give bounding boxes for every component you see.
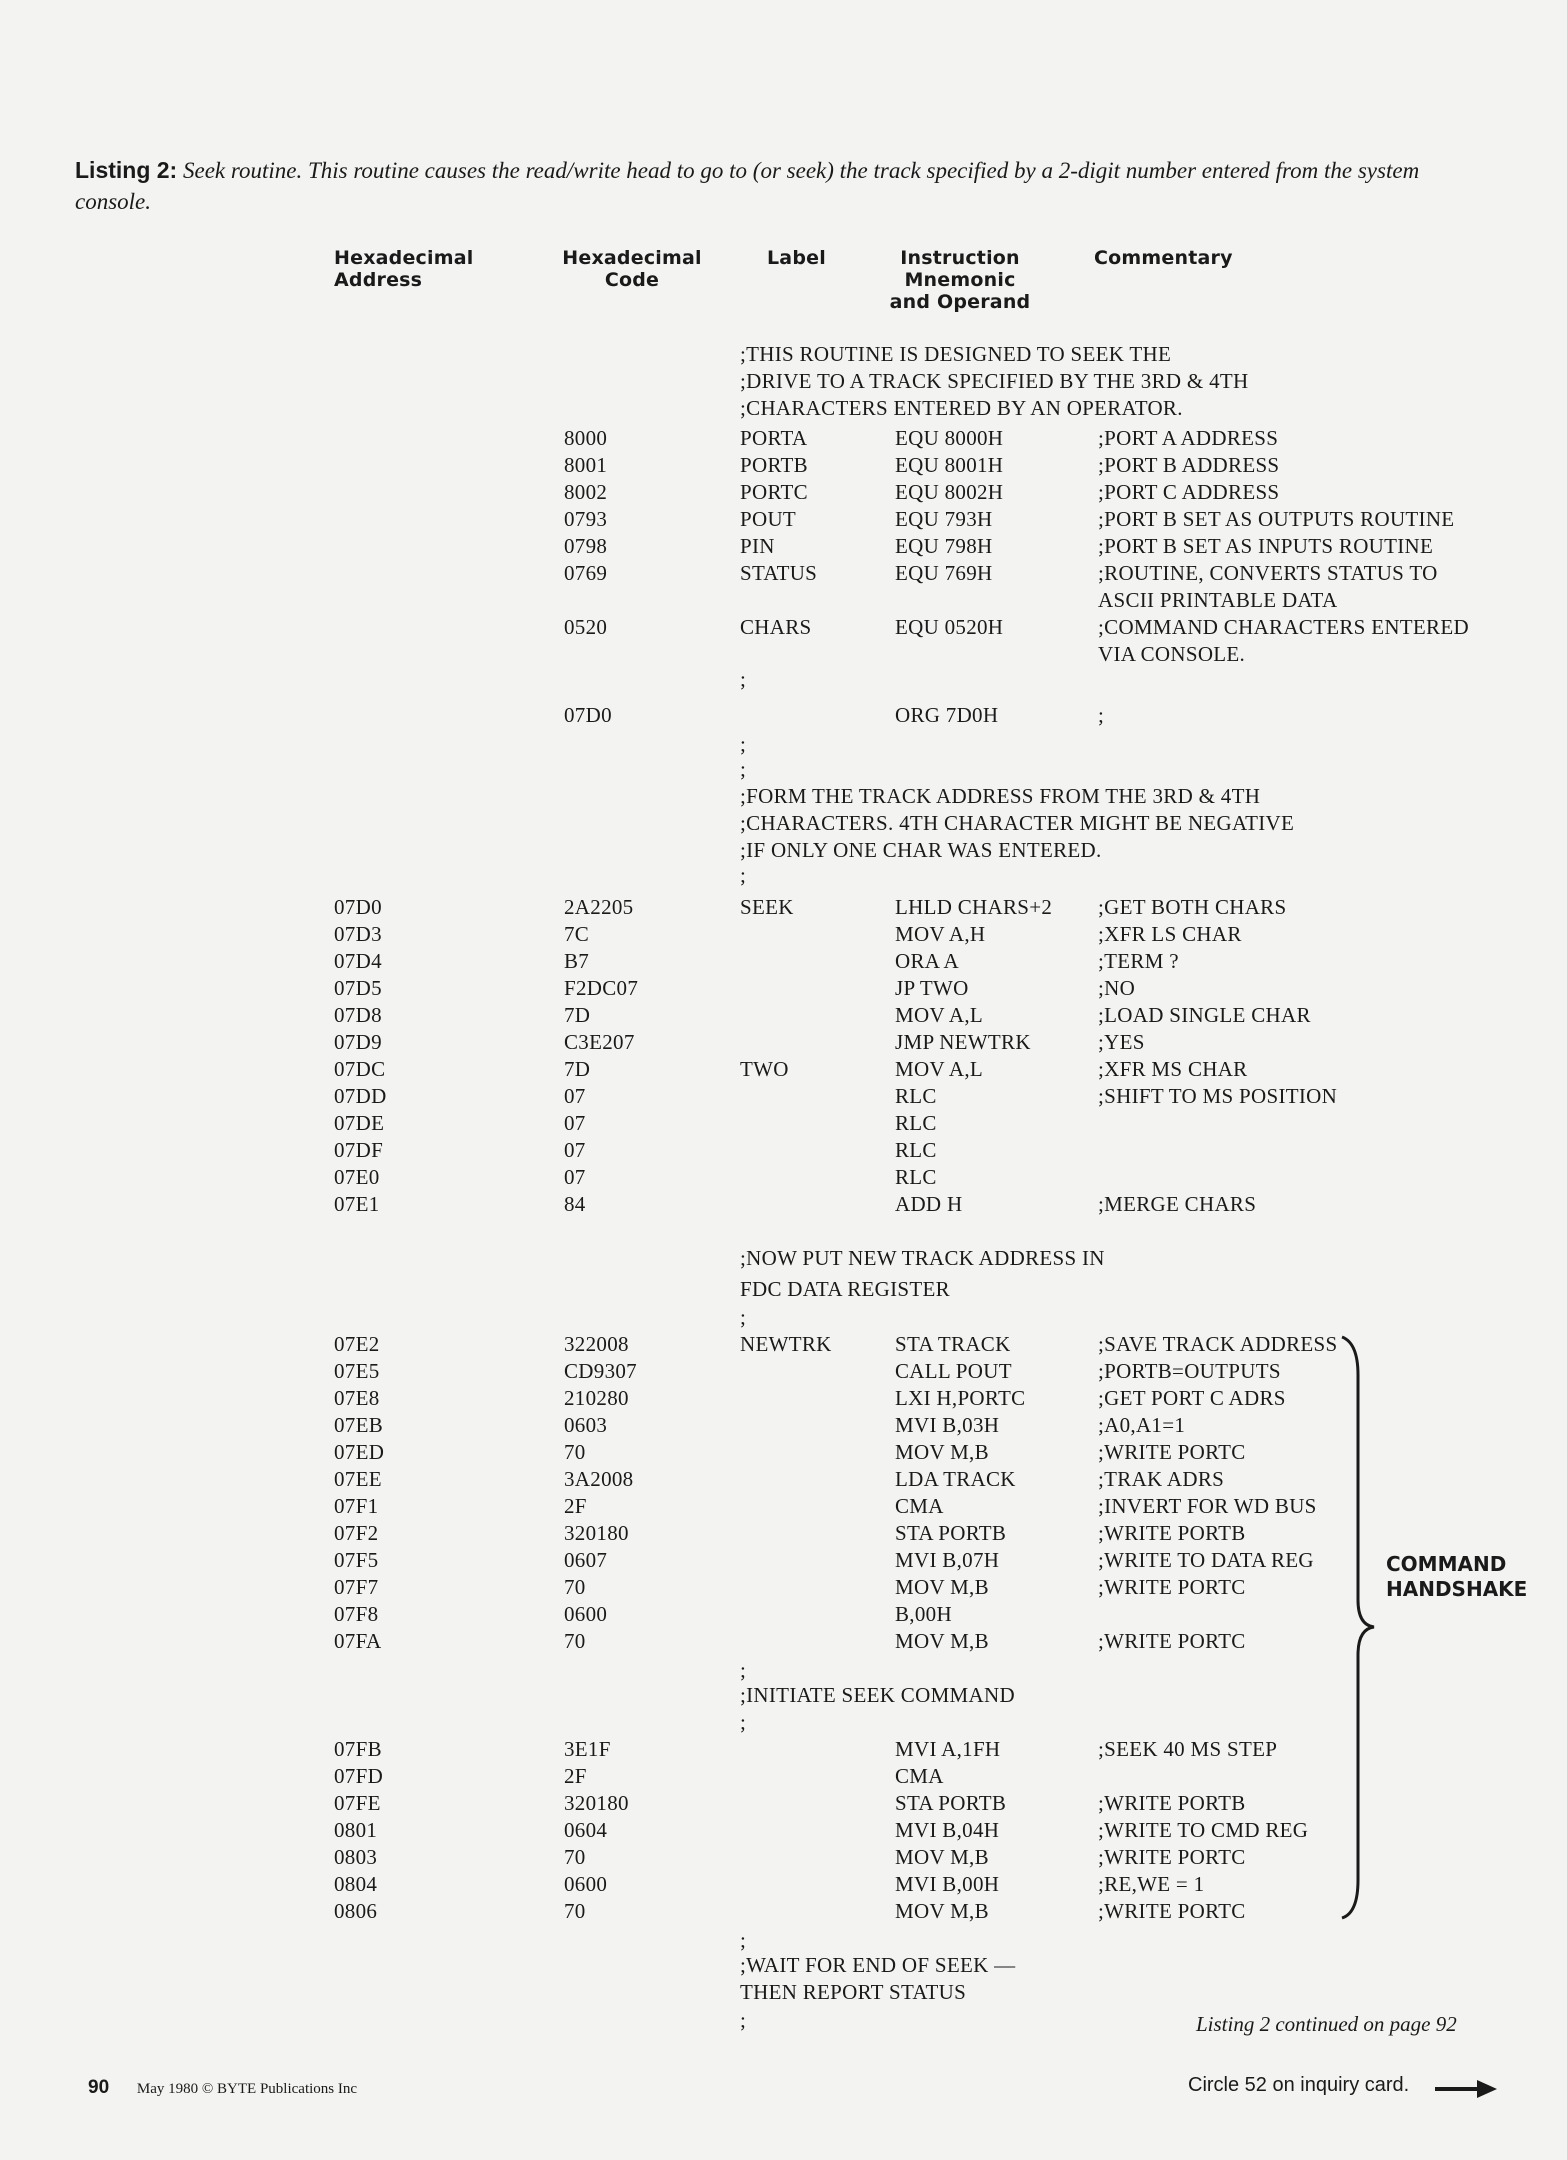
hex-address-cell: 07E5 (334, 1359, 380, 1383)
label-cell: ;DRIVE TO A TRACK SPECIFIED BY THE 3RD & 4TH (740, 369, 1249, 393)
instruction-cell: MOV M,B (895, 1899, 989, 1923)
hex-code-cell: 0793 (564, 507, 608, 531)
instruction-cell: MVI B,07H (895, 1548, 1000, 1572)
header-hex-address: Hexadecimal Address (334, 247, 474, 291)
instruction-cell: LDA TRACK (895, 1467, 1016, 1491)
hex-address-cell: 07FA (334, 1629, 382, 1653)
hex-code-cell: 7C (564, 922, 590, 946)
label-cell: SEEK (740, 895, 794, 919)
label-cell: PORTA (740, 426, 808, 450)
label-cell: PIN (740, 534, 775, 558)
label-cell: CHARS (740, 615, 812, 639)
hex-code-cell: 8002 (564, 480, 608, 504)
hex-code-cell: F2DC07 (564, 976, 639, 1000)
label-cell: ; (740, 1305, 747, 1329)
instruction-cell: MVI B,03H (895, 1413, 1000, 1437)
comment-cell: ;WRITE TO DATA REG (1098, 1548, 1314, 1572)
instruction-cell: MOV A,L (895, 1003, 984, 1027)
hex-address-cell: 07D0 (334, 895, 382, 919)
label-cell: ;IF ONLY ONE CHAR WAS ENTERED. (740, 838, 1102, 862)
hex-address-cell: 07DF (334, 1138, 384, 1162)
hex-address-cell: 07D9 (334, 1030, 382, 1054)
instruction-cell: CALL POUT (895, 1359, 1012, 1383)
hex-address-cell: 07E1 (334, 1192, 380, 1216)
hex-code-cell: 70 (564, 1629, 586, 1653)
label-cell: ; (740, 1928, 747, 1952)
hex-code-cell: 320180 (564, 1791, 629, 1815)
continued-note: Listing 2 continued on page 92 (1196, 2012, 1457, 2036)
comment-cell: ;TERM ? (1098, 949, 1179, 973)
hex-address-cell: 07D5 (334, 976, 382, 1000)
comment-cell: ; (1098, 703, 1105, 727)
label-cell: ; (740, 757, 747, 781)
label-cell: STATUS (740, 561, 818, 585)
hex-code-cell: 70 (564, 1899, 586, 1923)
hex-code-cell: 8000 (564, 426, 608, 450)
comment-cell: ;SEEK 40 MS STEP (1098, 1737, 1278, 1761)
instruction-cell: MOV M,B (895, 1440, 989, 1464)
comment-cell: ;SAVE TRACK ADDRESS (1098, 1332, 1338, 1356)
label-cell: TWO (740, 1057, 789, 1081)
comment-cell: ;WRITE PORTC (1098, 1629, 1246, 1653)
header-hex-code: Hexadecimal Code (562, 247, 702, 291)
label-cell: ; (740, 2008, 747, 2032)
hex-address-cell: 0801 (334, 1818, 378, 1842)
command-handshake-brace (1340, 1335, 1380, 1920)
instruction-cell: MVI B,04H (895, 1818, 1000, 1842)
instruction-cell: MOV M,B (895, 1629, 989, 1653)
hex-code-cell: 320180 (564, 1521, 629, 1545)
label-cell: ;NOW PUT NEW TRACK ADDRESS IN (740, 1246, 1105, 1270)
comment-cell: ;PORT C ADDRESS (1098, 480, 1280, 504)
hex-code-cell: 07 (564, 1084, 586, 1108)
command-handshake-label: COMMAND HANDSHAKE (1386, 1552, 1528, 1601)
comment-cell: ;GET BOTH CHARS (1098, 895, 1287, 919)
hex-code-cell: 07 (564, 1111, 586, 1135)
comment-cell: ;PORT B SET AS OUTPUTS ROUTINE (1098, 507, 1455, 531)
hex-code-cell: 0600 (564, 1872, 608, 1896)
hex-address-cell: 07FB (334, 1737, 382, 1761)
instruction-cell: EQU 8002H (895, 480, 1004, 504)
instruction-cell: MOV M,B (895, 1845, 989, 1869)
hex-code-cell: 0603 (564, 1413, 608, 1437)
comment-cell: ;WRITE PORTC (1098, 1440, 1246, 1464)
instruction-cell: EQU 0520H (895, 615, 1004, 639)
instruction-cell: STA PORTB (895, 1791, 1007, 1815)
comment-cell: ;WRITE PORTC (1098, 1575, 1246, 1599)
comment-cell: ;YES (1098, 1030, 1145, 1054)
listing-caption (75, 155, 1495, 217)
header-commentary: Commentary (1094, 247, 1233, 269)
inquiry-note: Circle 52 on inquiry card. (1188, 2074, 1410, 2096)
header-instruction: Instruction Mnemonic and Operand (889, 247, 1031, 313)
label-cell: THEN REPORT STATUS (740, 1980, 967, 2004)
label-cell: PORTC (740, 480, 808, 504)
hex-code-cell: 0607 (564, 1548, 608, 1572)
comment-cell: ;WRITE PORTB (1098, 1521, 1246, 1545)
label-cell: ; (740, 732, 747, 756)
label-cell: FDC DATA REGISTER (740, 1277, 950, 1301)
hex-code-cell: 8001 (564, 453, 608, 477)
hex-code-cell: 0798 (564, 534, 608, 558)
hex-code-cell: 70 (564, 1575, 586, 1599)
comment-cell: ;WRITE PORTB (1098, 1791, 1246, 1815)
hex-address-cell: 07EB (334, 1413, 384, 1437)
right-arrow-icon (1435, 2080, 1497, 2098)
hex-code-cell: 210280 (564, 1386, 629, 1410)
hex-address-cell: 07DC (334, 1057, 386, 1081)
instruction-cell: RLC (895, 1165, 937, 1189)
instruction-cell: EQU 8000H (895, 426, 1004, 450)
comment-cell: ;INVERT FOR WD BUS (1098, 1494, 1317, 1518)
comment-cell: ;TRAK ADRS (1098, 1467, 1225, 1491)
hex-code-cell: B7 (564, 949, 590, 973)
comment-cell: ;LOAD SINGLE CHAR (1098, 1003, 1311, 1027)
instruction-cell: EQU 769H (895, 561, 993, 585)
hex-code-cell: 0769 (564, 561, 608, 585)
comment-cell: ;GET PORT C ADRS (1098, 1386, 1286, 1410)
hex-code-cell: 322008 (564, 1332, 629, 1356)
instruction-cell: STA PORTB (895, 1521, 1007, 1545)
comment-cell: ASCII PRINTABLE DATA (1098, 588, 1338, 612)
instruction-cell: MVI A,1FH (895, 1737, 1001, 1761)
listing-description: Seek routine. This routine causes the read/write head to go to (or seek) the track specified by a 2-digit number entered from the system console. (75, 158, 1420, 214)
label-cell: ; (740, 1658, 747, 1682)
instruction-cell: RLC (895, 1138, 937, 1162)
hex-address-cell: 07E8 (334, 1386, 380, 1410)
instruction-cell: CMA (895, 1764, 944, 1788)
comment-cell: ;COMMAND CHARACTERS ENTERED (1098, 615, 1469, 639)
page-footer (88, 2077, 357, 2099)
label-cell: ;FORM THE TRACK ADDRESS FROM THE 3RD & 4TH (740, 784, 1261, 808)
comment-cell: ;WRITE PORTC (1098, 1845, 1246, 1869)
hex-address-cell: 07D3 (334, 922, 382, 946)
comment-cell: ;PORT B ADDRESS (1098, 453, 1280, 477)
instruction-cell: ORG 7D0H (895, 703, 999, 727)
hex-address-cell: 07FD (334, 1764, 384, 1788)
hex-code-cell: C3E207 (564, 1030, 635, 1054)
instruction-cell: LXI H,PORTC (895, 1386, 1026, 1410)
hex-code-cell: 84 (564, 1192, 586, 1216)
hex-address-cell: 07DD (334, 1084, 387, 1108)
instruction-cell: RLC (895, 1111, 937, 1135)
hex-address-cell: 07F8 (334, 1602, 379, 1626)
comment-cell: ;A0,A1=1 (1098, 1413, 1186, 1437)
instruction-cell: ORA A (895, 949, 959, 973)
comment-cell: VIA CONSOLE. (1098, 642, 1246, 666)
hex-code-cell: 7D (564, 1003, 591, 1027)
hex-code-cell: 07D0 (564, 703, 612, 727)
label-cell: ;WAIT FOR END OF SEEK — (740, 1953, 1016, 1977)
instruction-cell: B,00H (895, 1602, 952, 1626)
hex-address-cell: 07F5 (334, 1548, 379, 1572)
hex-code-cell: 3A2008 (564, 1467, 634, 1491)
label-cell: NEWTRK (740, 1332, 832, 1356)
hex-address-cell: 07FE (334, 1791, 381, 1815)
instruction-cell: RLC (895, 1084, 937, 1108)
hex-code-cell: 2A2205 (564, 895, 634, 919)
hex-code-cell: 0520 (564, 615, 608, 639)
comment-cell: ;XFR LS CHAR (1098, 922, 1242, 946)
hex-address-cell: 07EE (334, 1467, 382, 1491)
instruction-cell: LHLD CHARS+2 (895, 895, 1053, 919)
label-cell: ;CHARACTERS ENTERED BY AN OPERATOR. (740, 396, 1183, 420)
label-cell: ; (740, 667, 747, 691)
label-cell: ; (740, 863, 747, 887)
comment-cell: ;SHIFT TO MS POSITION (1098, 1084, 1338, 1108)
hex-address-cell: 0803 (334, 1845, 378, 1869)
label-cell: ;THIS ROUTINE IS DESIGNED TO SEEK THE (740, 342, 1172, 366)
hex-code-cell: CD9307 (564, 1359, 637, 1383)
hex-code-cell: 0604 (564, 1818, 608, 1842)
comment-cell: ;WRITE PORTC (1098, 1899, 1246, 1923)
comment-cell: ;PORT A ADDRESS (1098, 426, 1279, 450)
hex-address-cell: 07F2 (334, 1521, 379, 1545)
instruction-cell: EQU 8001H (895, 453, 1004, 477)
hex-code-cell: 07 (564, 1138, 586, 1162)
comment-cell: ;WRITE TO CMD REG (1098, 1818, 1309, 1842)
instruction-cell: CMA (895, 1494, 944, 1518)
instruction-cell: ADD H (895, 1192, 963, 1216)
label-cell: ;INITIATE SEEK COMMAND (740, 1683, 1015, 1707)
label-cell: PORTB (740, 453, 808, 477)
comment-cell: ;MERGE CHARS (1098, 1192, 1257, 1216)
instruction-cell: MOV M,B (895, 1575, 989, 1599)
comment-cell: ;PORT B SET AS INPUTS ROUTINE (1098, 534, 1434, 558)
listing-number: Listing 2: (75, 157, 178, 183)
comment-cell: ;XFR MS CHAR (1098, 1057, 1248, 1081)
instruction-cell: EQU 798H (895, 534, 993, 558)
label-cell: ;CHARACTERS. 4TH CHARACTER MIGHT BE NEGATIVE (740, 811, 1295, 835)
hex-address-cell: 07E0 (334, 1165, 380, 1189)
hex-address-cell: 07D4 (334, 949, 382, 973)
hex-code-cell: 0600 (564, 1602, 608, 1626)
page-number: 90 (88, 2077, 110, 2098)
hex-address-cell: 07D8 (334, 1003, 382, 1027)
instruction-cell: MOV A,H (895, 922, 986, 946)
hex-address-cell: 07ED (334, 1440, 385, 1464)
hex-address-cell: 07DE (334, 1111, 385, 1135)
comment-cell: ;PORTB=OUTPUTS (1098, 1359, 1281, 1383)
label-cell: POUT (740, 507, 797, 531)
instruction-cell: STA TRACK (895, 1332, 1011, 1356)
comment-cell: ;ROUTINE, CONVERTS STATUS TO (1098, 561, 1438, 585)
label-cell: ; (740, 1710, 747, 1734)
instruction-cell: MOV A,L (895, 1057, 984, 1081)
hex-code-cell: 70 (564, 1440, 586, 1464)
hex-code-cell: 70 (564, 1845, 586, 1869)
hex-address-cell: 0804 (334, 1872, 378, 1896)
instruction-cell: EQU 793H (895, 507, 993, 531)
instruction-cell: JMP NEWTRK (895, 1030, 1031, 1054)
hex-code-cell: 2F (564, 1764, 587, 1788)
header-label: Label (767, 247, 826, 269)
hex-address-cell: 07F7 (334, 1575, 379, 1599)
hex-code-cell: 3E1F (564, 1737, 611, 1761)
hex-code-cell: 2F (564, 1494, 587, 1518)
comment-cell: ;RE,WE = 1 (1098, 1872, 1205, 1896)
instruction-cell: JP TWO (895, 976, 969, 1000)
hex-address-cell: 07F1 (334, 1494, 379, 1518)
comment-cell: ;NO (1098, 976, 1136, 1000)
hex-address-cell: 07E2 (334, 1332, 380, 1356)
hex-code-cell: 7D (564, 1057, 591, 1081)
hex-code-cell: 07 (564, 1165, 586, 1189)
hex-address-cell: 0806 (334, 1899, 378, 1923)
instruction-cell: MVI B,00H (895, 1872, 1000, 1896)
publication-line: May 1980 © BYTE Publications Inc (136, 2081, 358, 2097)
